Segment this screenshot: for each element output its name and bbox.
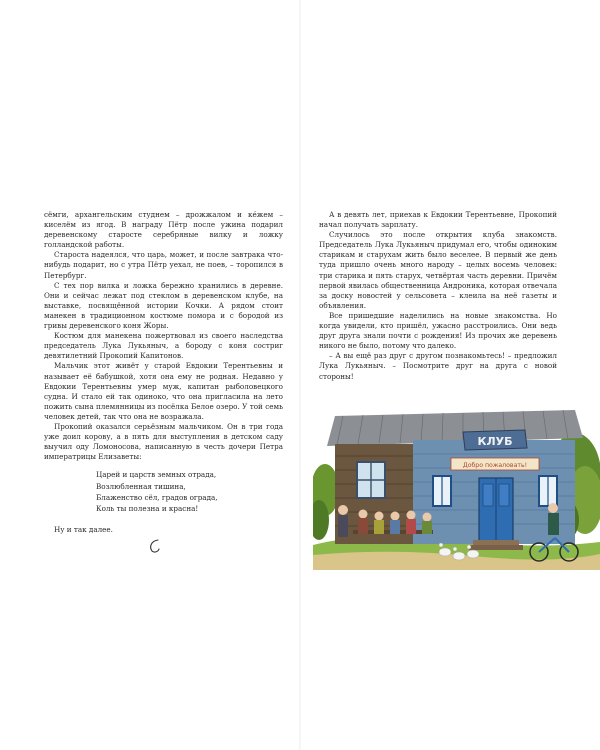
welcome-banner [451,458,539,470]
paragraph: А в девять лет, приехав к Евдокии Терентьевне, Прокопий начал получать зарплату. [319,210,557,230]
poem-line: Царей и царств земных отрада, [96,470,217,480]
poem-quote [96,469,283,514]
paragraph: – А вы ещё раз друг с другом познакомьтесь! – предложил Лука Лукьяныч. – Посмотрите друг на друга с новой стороны! [319,351,557,381]
poem-line: Блаженство сёл, градов ограда, [96,492,218,502]
village-club-illustration [313,380,600,570]
club-sign [463,430,527,450]
paragraph: Костюм для манекена пожертвовал из своего наследства председатель Лука Лукьяныч, а бороду с коня состриг девятилетний Прокопий Капитонов. [44,331,283,361]
closing-line: Ну и так далее. [54,525,113,535]
paragraph: Случилось это после открытия клуба знакомств. Председатель Лука Лукьяныч придумал его, чтобы одиноким старикам и старухам жить было веселее. В первый же день туда пришло очень много народу – целых восемь человек: три старика и пять старух, четвёртая часть деревни. Причём первой явилась общественница Андроника, которая отвечала за доску новостей у сельсовета – клеила на неё газеты и объявления. [319,230,557,310]
paragraph: Все пришедшие наделились на новые знакомства. Но когда увидели, кто пришёл, ужасно расстроились. Они ведь друг друга знали почти с рождения! Из прочих же деревень никого не было, потому что далеко. [319,310,557,351]
left-text-column [44,210,283,535]
club-sign-text: КЛУБ [477,435,513,448]
flourish-ornament [145,537,165,555]
poem-line: Коль ты полезна и красна! [96,503,199,513]
paragraph: сёмги, архангельским студнем – дрожжалом и кéжем – киселём из ягод. В награду Пётр после ужина подарил деревенскому старосте серебряные вилку и ложку голландской работы. [44,210,283,250]
paragraph: Староста надеялся, что царь, может, и после завтрака что-нибудь подарит, но с утра Пётр уехал, не поев, – торопился в Петербург. [44,250,283,280]
paragraph: С тех пор вилка и ложка бережно хранились в деревне. Они и сейчас лежат под стеклом в деревенском клубе, на выставке, посвящённой истории Кочки. А рядом стоит манекен в традиционном костюме помора и с бородой из гривы деревенского коня Жоры. [44,280,283,331]
paragraph: Мальчик этот живёт у старой Евдокии Терентьевны и называет её бабушкой, хотя она ему не родная. Недавно у Евдокии Терентьевны умер муж, капитан рыболовецкого судна. И стало ей так одиноко, что она пригласила на лето пожить сына племянницы из посёлка Белое озеро. У той семь человек детей, так что она не возражала. [44,361,283,421]
paragraph: Прокопий оказался серьёзным мальчиком. Он в три года уже доил корову, а в пять для выступления в детском саду выучил оду Ломоносова, написанную в честь дочери Петра императрицы Елизаветы: [44,421,283,462]
welcome-banner-text: Добро пожаловать! [462,462,528,469]
right-text-column [319,210,557,382]
book-spine [299,0,301,750]
poem-line: Возлюбленная тишина, [96,481,186,491]
